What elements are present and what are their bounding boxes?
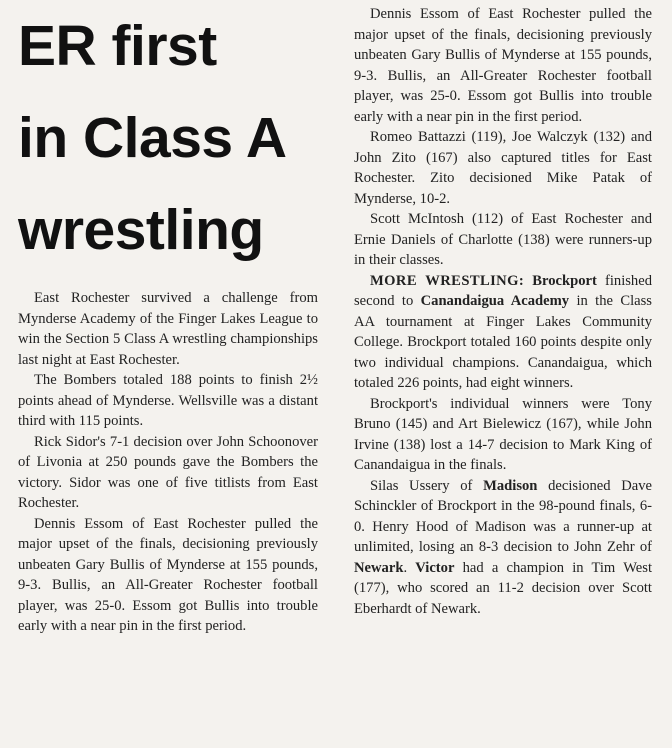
paragraph: The Bombers totaled 188 points to finish 2½ points ahead of Mynderse. Wellsville was a distant third with 115 points. [18,372,318,429]
headline-line-3: wrestling [18,198,264,262]
paragraph: Dennis Essom of East Rochester pulled the major upset of the finals, decisioning previously unbeaten Gary Bullis of Mynderse at 155 pounds, 9-3. Bullis, an All-Greater Rochester football player, was 25-0. Essom got Bullis into trouble early with a near pin in the first period. [354,6,652,125]
paragraph-text: had a champion in Tim West (177), who scored an 11-2 decision over Scott Eberhardt of Newark. [354,559,653,617]
team-name: Newark [354,559,404,576]
paragraph-text: Silas Ussery of [370,477,484,494]
team-name: Brockport [532,272,597,289]
article-column-right [354,4,652,619]
section-kicker: MORE WRESTLING: [370,272,525,289]
madison-paragraph [354,476,652,620]
paragraph: Brockport's individual winners were Tony Bruno (145) and Art Bielewicz (167), while John Irvine (138) lost a 14-7 decision to Mark King of Canandaigua in the finals. [354,395,652,473]
team-name: Victor [415,559,455,576]
article-column-left [18,288,318,637]
paragraph: Rick Sidor's 7-1 decision over John Schoonover of Livonia at 250 pounds gave the Bombers the victory. Sidor was one of five titlists from East Rochester. [18,433,318,511]
paragraph-text: in the Class AA tournament at Finger Lakes Community College. Brockport totaled 160 points despite only two individual champions. Canandaigua, which totaled 226 points, had eight winners. [354,293,652,391]
team-name: Madison [483,477,538,494]
headline [18,0,338,276]
paragraph: Romeo Battazzi (119), Joe Walczyk (132) and John Zito (167) also captured titles for East Rochester. Zito decisioned Mike Patak of Mynderse, 10-2. [354,129,652,207]
more-wrestling-paragraph [354,271,652,394]
paragraph-text: . [403,559,416,576]
paragraph-text: finished second to [354,272,652,309]
paragraph: East Rochester survived a challenge from Mynderse Academy of the Finger Lakes League to win the Section 5 Class A wrestling championships last night at East Rochester. [18,290,318,368]
paragraph: Dennis Essom of East Rochester pulled the major upset of the finals, decisioning previously unbeaten Gary Bullis of Mynderse at 155 pounds, 9-3. Bullis, an All-Greater Rochester football player, was 25-0. Essom got Bullis into trouble early with a near pin in the first period. [18,515,318,634]
paragraph-text: decisioned Dave Schinckler of Brockport in the 98-pound finals, 6-0. Henry Hood of Madison was a runner-up at unlimited, losing an 8-3 decision to John Zehr of [354,477,652,555]
headline-line-1: ER first [18,14,217,78]
paragraph: Scott McIntosh (112) of East Rochester and Ernie Daniels of Charlotte (138) were runners-up in their classes. [354,211,652,268]
headline-line-2: in Class A [18,106,287,170]
team-name: Canandaigua Academy [420,293,570,309]
